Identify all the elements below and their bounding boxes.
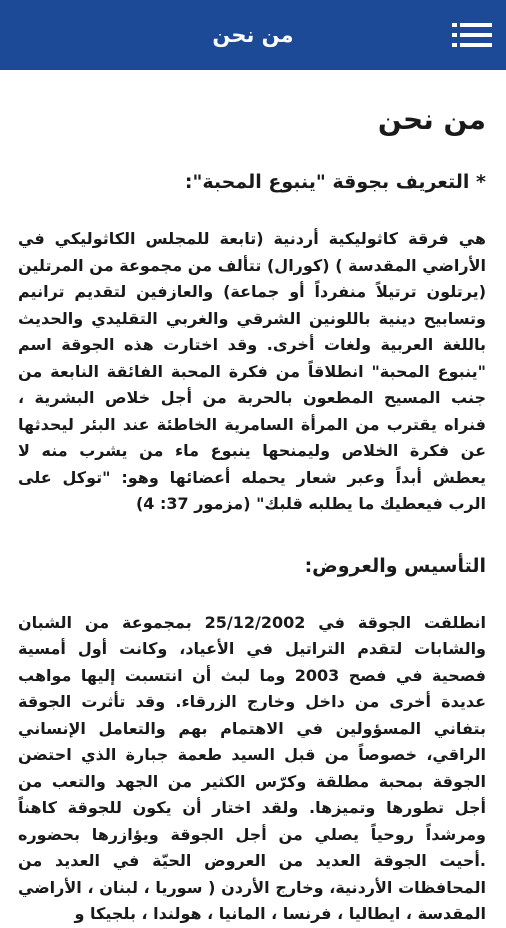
app-bar-title: من نحن: [212, 23, 294, 47]
about-content[interactable]: [0, 70, 506, 923]
app-bar: [0, 0, 506, 70]
section-heading-introduction: * التعريف بجوقة "ينبوع المحبة":: [184, 171, 486, 193]
section-paragraph-introduction: هي فرقة كاثوليكية أردنية (تابعة للمجلس الكاثوليكي في الأراضي المقدسة ) (كورال) تتألف من مجموعة من المرتلين (يرتلون ترتيلاً منفرداً أو جماعة) والعازفين لتقديم ترانيم وتسابيح دينية باللونين الشرقي والغربي التقليدي والحديث باللغة العربية ولغات أخرى. وقد اختارت هذه الجوقة اسم "ينبوع المحبة" انطلاقاً من فكرة المحبة الفائقة النابعة من جنب المسيح المطعون بالحربة من أجل خلاص البشرية ، فنراه يقترب من المرأة السامرية الخاطئة عند البئر ليحدثها عن فكرة الخلاص وليمنحها ينبوع ماء من يشرب منه لا يعطش أبداً وعبر شعار يحمله أعضائها وهو: "توكل على الرب فيعطيك ما يطلبه قلبك" (مزمور 37: 4): [18, 229, 486, 513]
section-paragraph-founding: انطلقت الجوقة في 25/12/2002 بمجموعة من الشبان والشابات لتقدم التراتيل في الأعياد، وكانت أول أمسية فصحية في فصح 2003 وما لبث أن انتسبت إليها مواهب عديدة أخرى من داخل وخارج الزرقاء. وقد تأثرت الجوقة بتفاني المسؤولين في الاهتمام بهم والتعامل الإنساني الراقي، خصوصاً من قبل السيد طعمة جبارة الذي احتضن الجوقة بمحبة مطلقة وكرّس الكثير من الجهد والتعب من أجل تطورها وتميزها. ولقد اختار أن يكون للجوقة كاهناً ومرشداً روحياً يصلي من أجل الجوقة ويؤازرها بحضوره .أحيت الجوقة العديد من العروض الحيّة في العديد من المحافظات الأردنية، وخارج الأردن ( سوريا ، لبنان ، الأراضي المقدسة ، ايطاليا ، فرنسا ، المانيا ، هولندا ، بلجيكا و: [18, 612, 487, 923]
section-heading-founding: التأسيس والعروض:: [304, 554, 486, 577]
hamburger-menu-icon[interactable]: [452, 19, 492, 51]
page-title: من نحن: [377, 103, 486, 136]
